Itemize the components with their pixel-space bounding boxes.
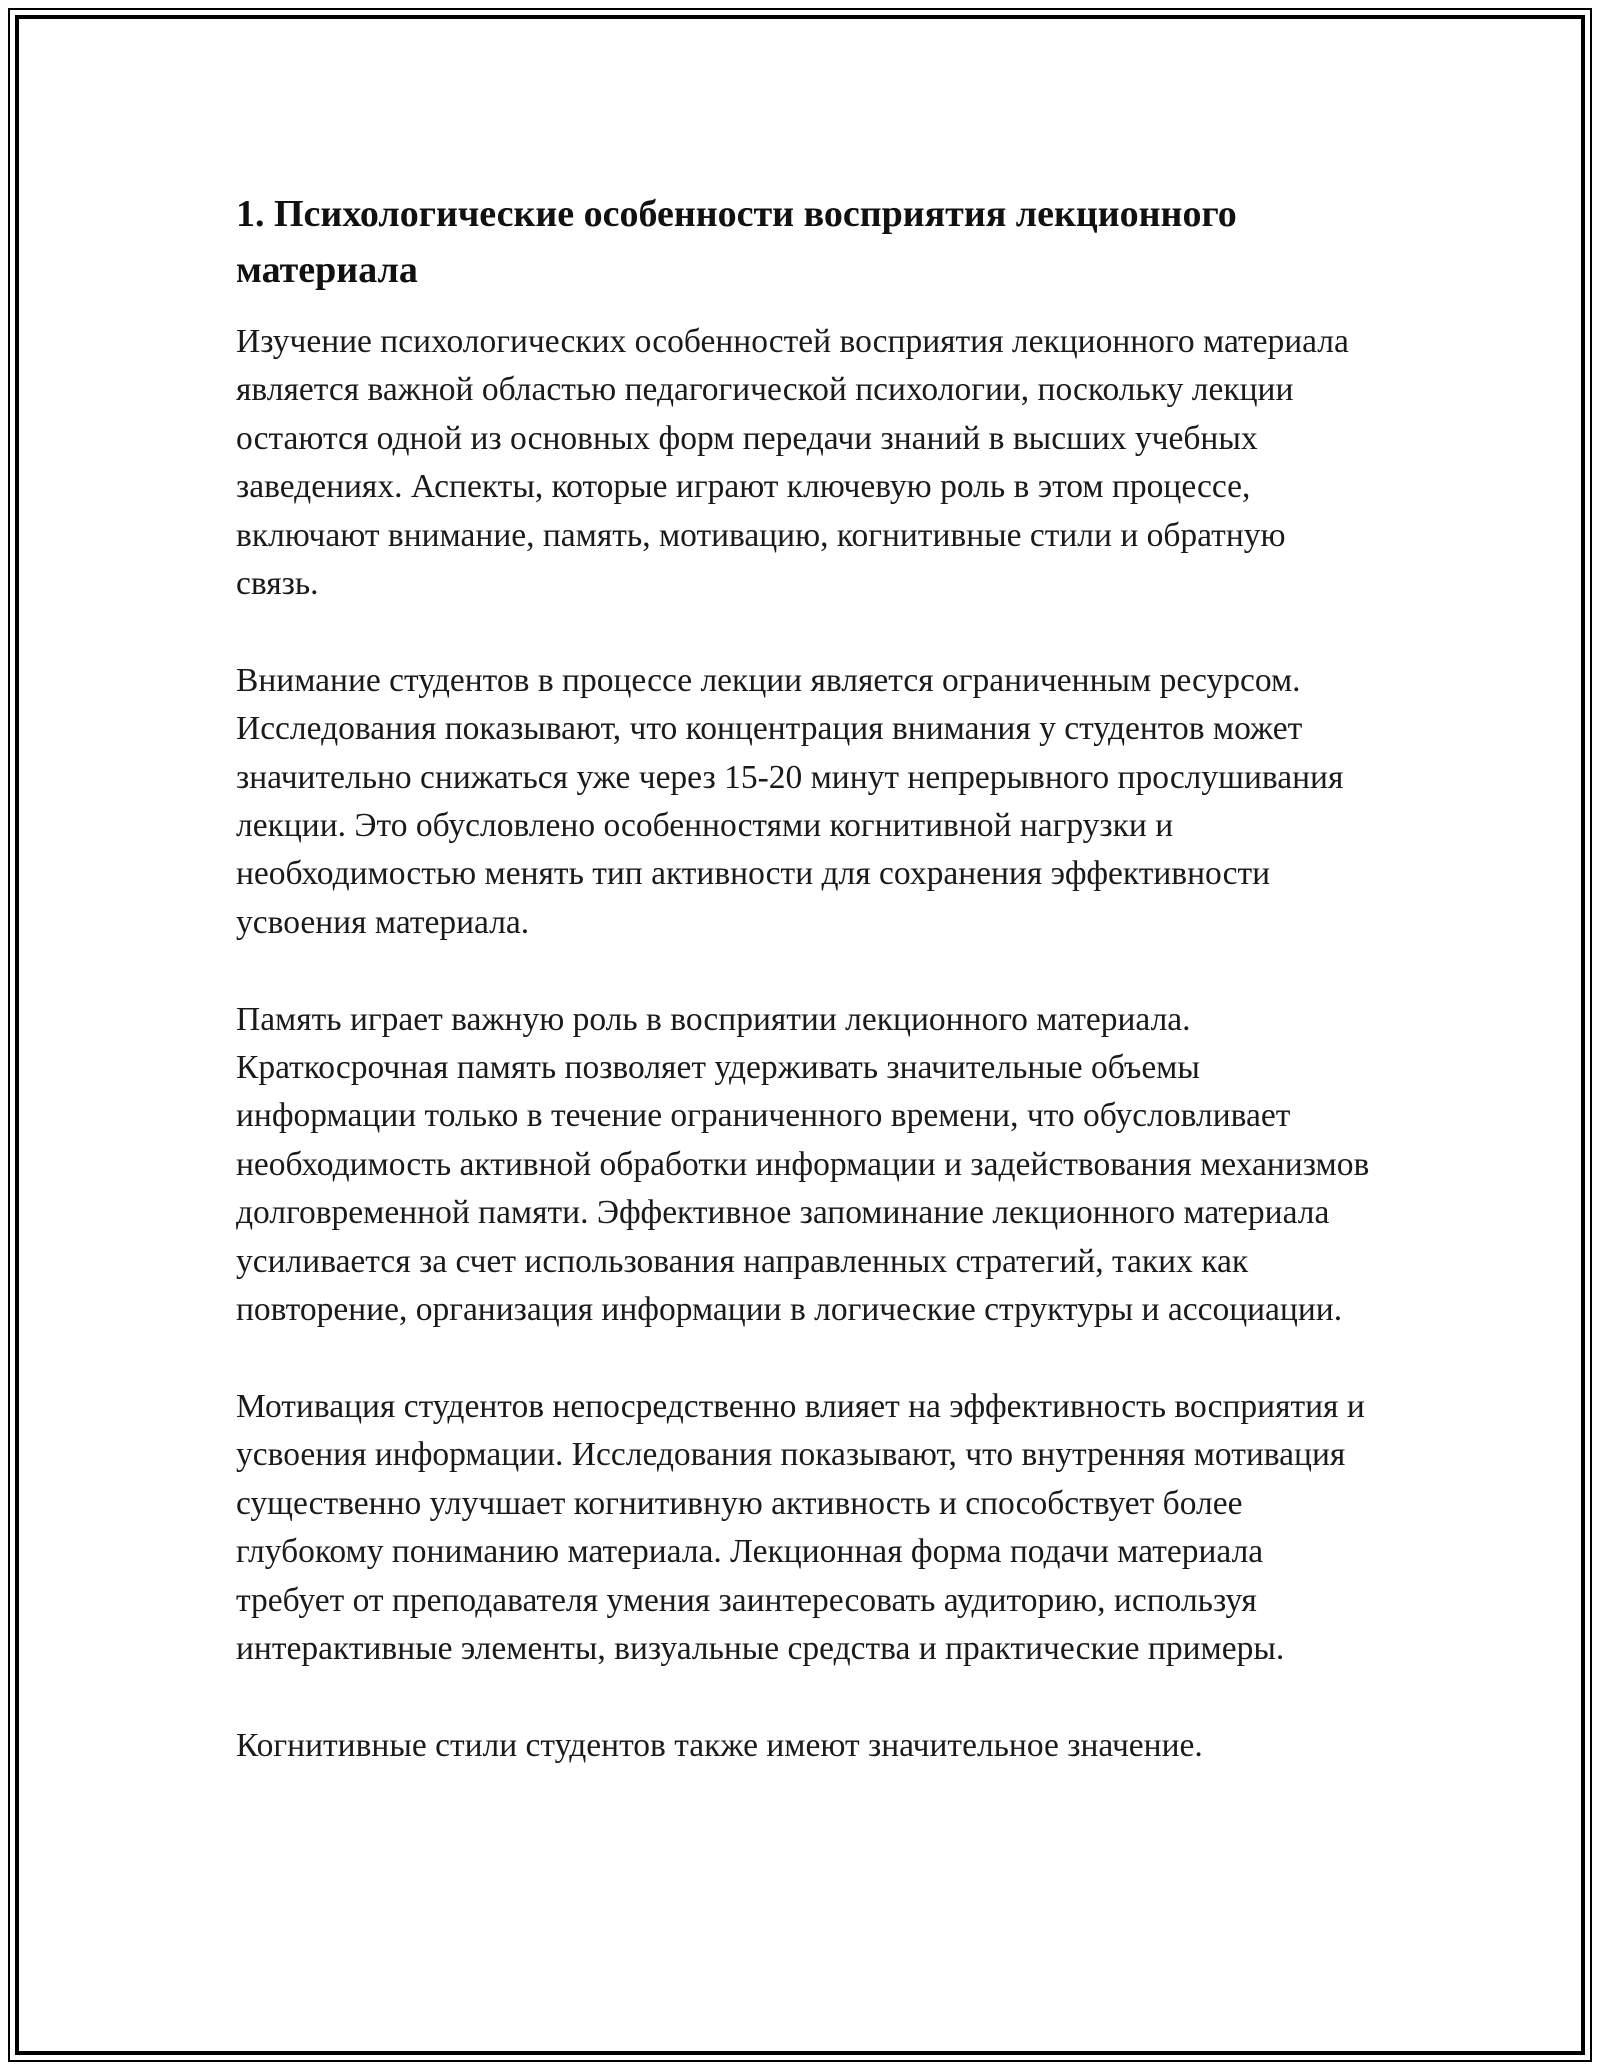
paragraph-memory: Память играет важную роль в восприятии лекционного материала. Краткосрочная память позволяет удерживать значительные объемы информации только в течение ограниченного времени, что обусловливает необходимость активной обработки информации и задействования механизмов долговременной памяти. Эффективное запоминание лекционного материала усиливается за счет использования направленных стратегий, таких как повторение, организация информации в логические структуры и ассоциации. [236, 1000, 1370, 1329]
paragraph-intro: Изучение психологических особенностей восприятия лекционного материала является важной областью педагогической психологии, поскольку лекции остаются одной из основных форм передачи знаний в высших учебных заведениях. Аспекты, которые играют ключевую роль в этом процессе, включают внимание, память, мотивацию, когнитивные стили и обратную связь. [236, 323, 1349, 603]
section-heading: 1. Психологические особенности восприятия лекционного материала [236, 193, 1237, 291]
document-body [236, 186, 1376, 1819]
paragraph-motivation: Мотивация студентов непосредственно влияет на эффективность восприятия и усвоения информации. Исследования показывают, что внутренняя мотивация существенно улучшает когнитивную активность и способствует более глубокому пониманию материала. Лекционная форма подачи материала требует от преподавателя умения заинтересовать аудиторию, используя интерактивные элементы, визуальные средства и практические примеры. [236, 1387, 1365, 1667]
paragraph-cognitive-styles: Когнитивные стили студентов также имеют значительное значение. [236, 1726, 1203, 1764]
paragraph-attention: Внимание студентов в процессе лекции является ограниченным ресурсом. Исследования показывают, что концентрация внимания у студентов может значительно снижаться уже через 15-20 минут непрерывного прослушивания лекции. Это обусловлено особенностями когнитивной нагрузки и необходимостью менять тип активности для сохранения эффективности усвоения материала. [236, 661, 1344, 941]
